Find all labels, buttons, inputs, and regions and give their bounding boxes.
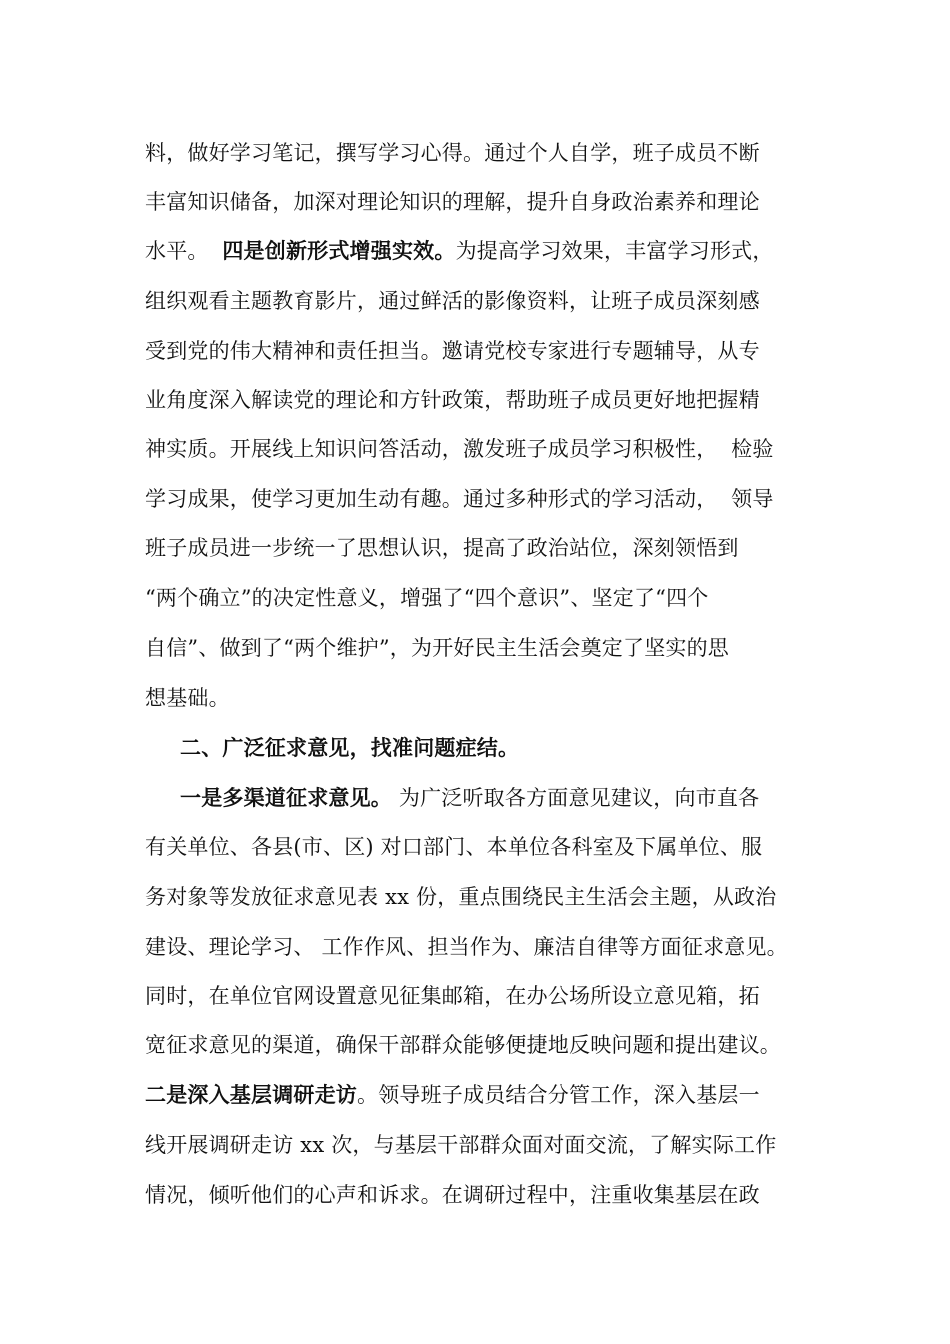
text-line [145, 138, 760, 168]
text-run: 学习成果，使学习更加生动有趣。通过多种形式的学习活动， 领导 [145, 487, 774, 511]
text-run: 想基础。 [145, 686, 230, 710]
text-run: 有关单位、各县(市、区) 对口部门、本单位各科室及下属单位、服 [145, 835, 763, 859]
text-line [145, 1180, 760, 1210]
text-line [145, 385, 760, 415]
text-run: “两个确立”的决定性意义，增强了“四个意识”、坚定了“四个 [145, 586, 709, 610]
text-run: 为提高学习效果，丰富学习形式， [455, 239, 774, 263]
text-line [145, 583, 708, 613]
text-run: 受到党的伟大精神和责任担当。邀请党校专家进行专题辅导，从专 [145, 339, 760, 363]
text-run: 神实质。开展线上知识问答活动，激发班子成员学习积极性， 检验 [145, 437, 774, 461]
text-line [145, 1130, 776, 1160]
text-run: 同时，在单位官网设置意见征集邮箱，在办公场所设立意见箱，拓 [145, 984, 760, 1008]
text-run: 情况，倾听他们的心声和诉求。在调研过程中，注重收集基层在政 [145, 1183, 760, 1207]
text-line [145, 932, 788, 962]
text-line [180, 783, 759, 813]
text-line [145, 683, 230, 713]
text-line [145, 533, 739, 563]
text-line [145, 236, 774, 266]
section-heading [180, 733, 519, 763]
text-run: 宽征求意见的渠道，确保干部群众能够便捷地反映问题和提出建议。 [145, 1033, 781, 1057]
text-line [145, 832, 762, 862]
text-run: 班子成员进一步统一了思想认识，提高了政治站位，深刻领悟到 [145, 536, 739, 560]
text-line [145, 286, 760, 316]
text-line [145, 1030, 781, 1060]
text-run: 。领导班子成员结合分管工作，深入基层一 [357, 1083, 760, 1107]
text-run: 自信”、做到了“两个维护”，为开好民主生活会奠定了坚实的思 [145, 636, 730, 660]
text-run: 料，做好学习笔记，撰写学习心得。通过个人自学，班子成员不断 [145, 141, 760, 165]
text-line [145, 434, 774, 464]
text-run: 水平。 [145, 239, 223, 263]
text-run: 线开展调研走访 xx 次，与基层干部群众面对面交流，了解实际工作 [145, 1133, 777, 1157]
text-line [145, 336, 760, 366]
text-run: 务对象等发放征求意见表 xx 份，重点围绕民主生活会主题，从政治 [145, 885, 777, 909]
text-line [145, 1080, 760, 1110]
text-run: 业角度深入解读党的理论和方针政策，帮助班子成员更好地把握精 [145, 388, 760, 412]
section-heading-text: 二、广泛征求意见，找准问题症结。 [180, 735, 520, 760]
text-line [145, 981, 760, 1011]
text-line [145, 882, 776, 912]
bold-heading-run: 一是多渠道征求意见。 [180, 785, 392, 810]
text-run: 组织观看主题教育影片，通过鲜活的影像资料，让班子成员深刻感 [145, 289, 760, 313]
text-line [145, 187, 760, 217]
bold-heading-run: 四是创新形式增强实效。 [222, 238, 456, 263]
bold-heading-run: 二是深入基层调研走访 [145, 1082, 357, 1107]
text-run: 丰富知识储备，加深对理论知识的理解，提升自身政治素养和理论 [145, 190, 760, 214]
text-run: 为广泛听取各方面意见建议，向市直各 [392, 786, 760, 810]
text-line [145, 633, 729, 663]
text-line [145, 484, 774, 514]
text-run: 建设、理论学习、 工作作风、担当作为、廉洁自律等方面征求意见。 [145, 935, 788, 959]
